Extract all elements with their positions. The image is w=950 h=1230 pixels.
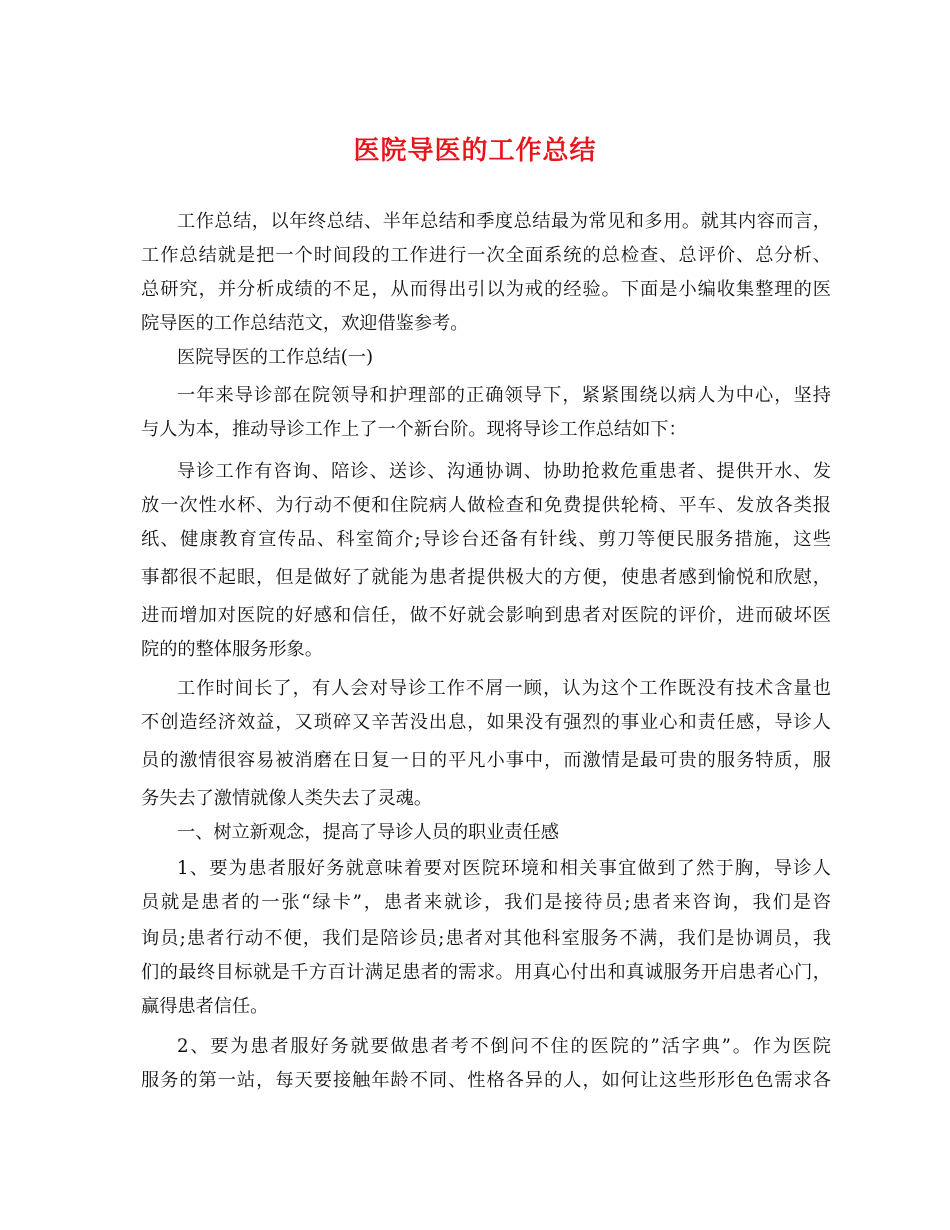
paragraph-line: 纸、健康教育宣传品、科室简介;导诊台还备有针线、剪刀等便民服务措施，这些 [141,529,831,550]
paragraph-line: 员就是患者的一张“绿卡”，患者来就诊，我们是接待员;患者来咨询，我们是咨 [141,892,831,913]
paragraph-line: 一年来导诊部在院领导和护理部的正确领导下，紧紧围绕以病人为中心，坚持 [177,385,831,406]
paragraph-line: 不创造经济效益，又琐碎又辛苦没出息，如果没有强烈的事业心和责任感，导诊人 [141,712,831,733]
paragraph-line: 赢得患者信任。 [141,996,269,1017]
paragraph-line: 1、要为患者服好务就意味着要对医院环境和相关事宜做到了然于胸，导诊人 [177,858,831,879]
paragraph-line: 总研究，并分析成绩的不足，从而得出引以为戒的经验。下面是小编收集整理的医 [141,279,831,300]
paragraph-line: 工作总结，以年终总结、半年总结和季度总结最为常见和多用。就其内容而言， [177,211,831,232]
section-heading: 医院导医的工作总结(一) [177,347,374,368]
paragraph-line: 导诊工作有咨询、陪诊、送诊、沟通协调、协助抢救危重患者、提供开水、发 [177,461,831,482]
paragraph-line: 务失去了激情就像人类失去了灵魂。 [141,788,433,809]
paragraph-line: 询员;患者行动不便，我们是陪诊员;患者对其他科室服务不满，我们是协调员，我 [141,928,831,949]
paragraph-line: 与人为本，推动导诊工作上了一个新台阶。现将导诊工作总结如下： [141,419,687,440]
paragraph-line: 院的的整体服务形象。 [141,639,323,660]
paragraph-line: 工作总结就是把一个时间段的工作进行一次全面系统的总检查、总评价、总分析、 [141,245,831,266]
paragraph-line: 进而增加对医院的好感和信任，做不好就会影响到患者对医院的评价，进而破坏医 [141,605,831,626]
paragraph-line: 事都很不起眼，但是做好了就能为患者提供极大的方便，使患者感到愉悦和欣慰， [141,567,831,588]
paragraph-line: 院导医的工作总结范文，欢迎借鉴参考。 [141,313,469,334]
paragraph-line: 服务的第一站，每天要接触年龄不同、性格各异的人，如何让这些形形色色需求各 [141,1070,831,1091]
paragraph-line: 们的最终目标就是千方百计满足患者的需求。用真心付出和真诚服务开启患者心门， [141,962,831,983]
paragraph-line: 放一次性水杯、为行动不便和住院病人做检查和免费提供轮椅、平车、发放各类报 [141,495,831,516]
paragraph-line: 2、要为患者服好务就要做患者考不倒问不住的医院的”活字典”。作为医院 [177,1036,831,1057]
paragraph-line: 员的激情很容易被消磨在日复一日的平凡小事中，而激情是最可贵的服务特质，服 [141,750,831,771]
paragraph-line: 工作时间长了，有人会对导诊工作不屑一顾，认为这个工作既没有技术含量也 [177,678,831,699]
section-heading: 一、树立新观念，提高了导诊人员的职业责任感 [177,822,559,843]
document-title: 医院导医的工作总结 [353,136,597,166]
